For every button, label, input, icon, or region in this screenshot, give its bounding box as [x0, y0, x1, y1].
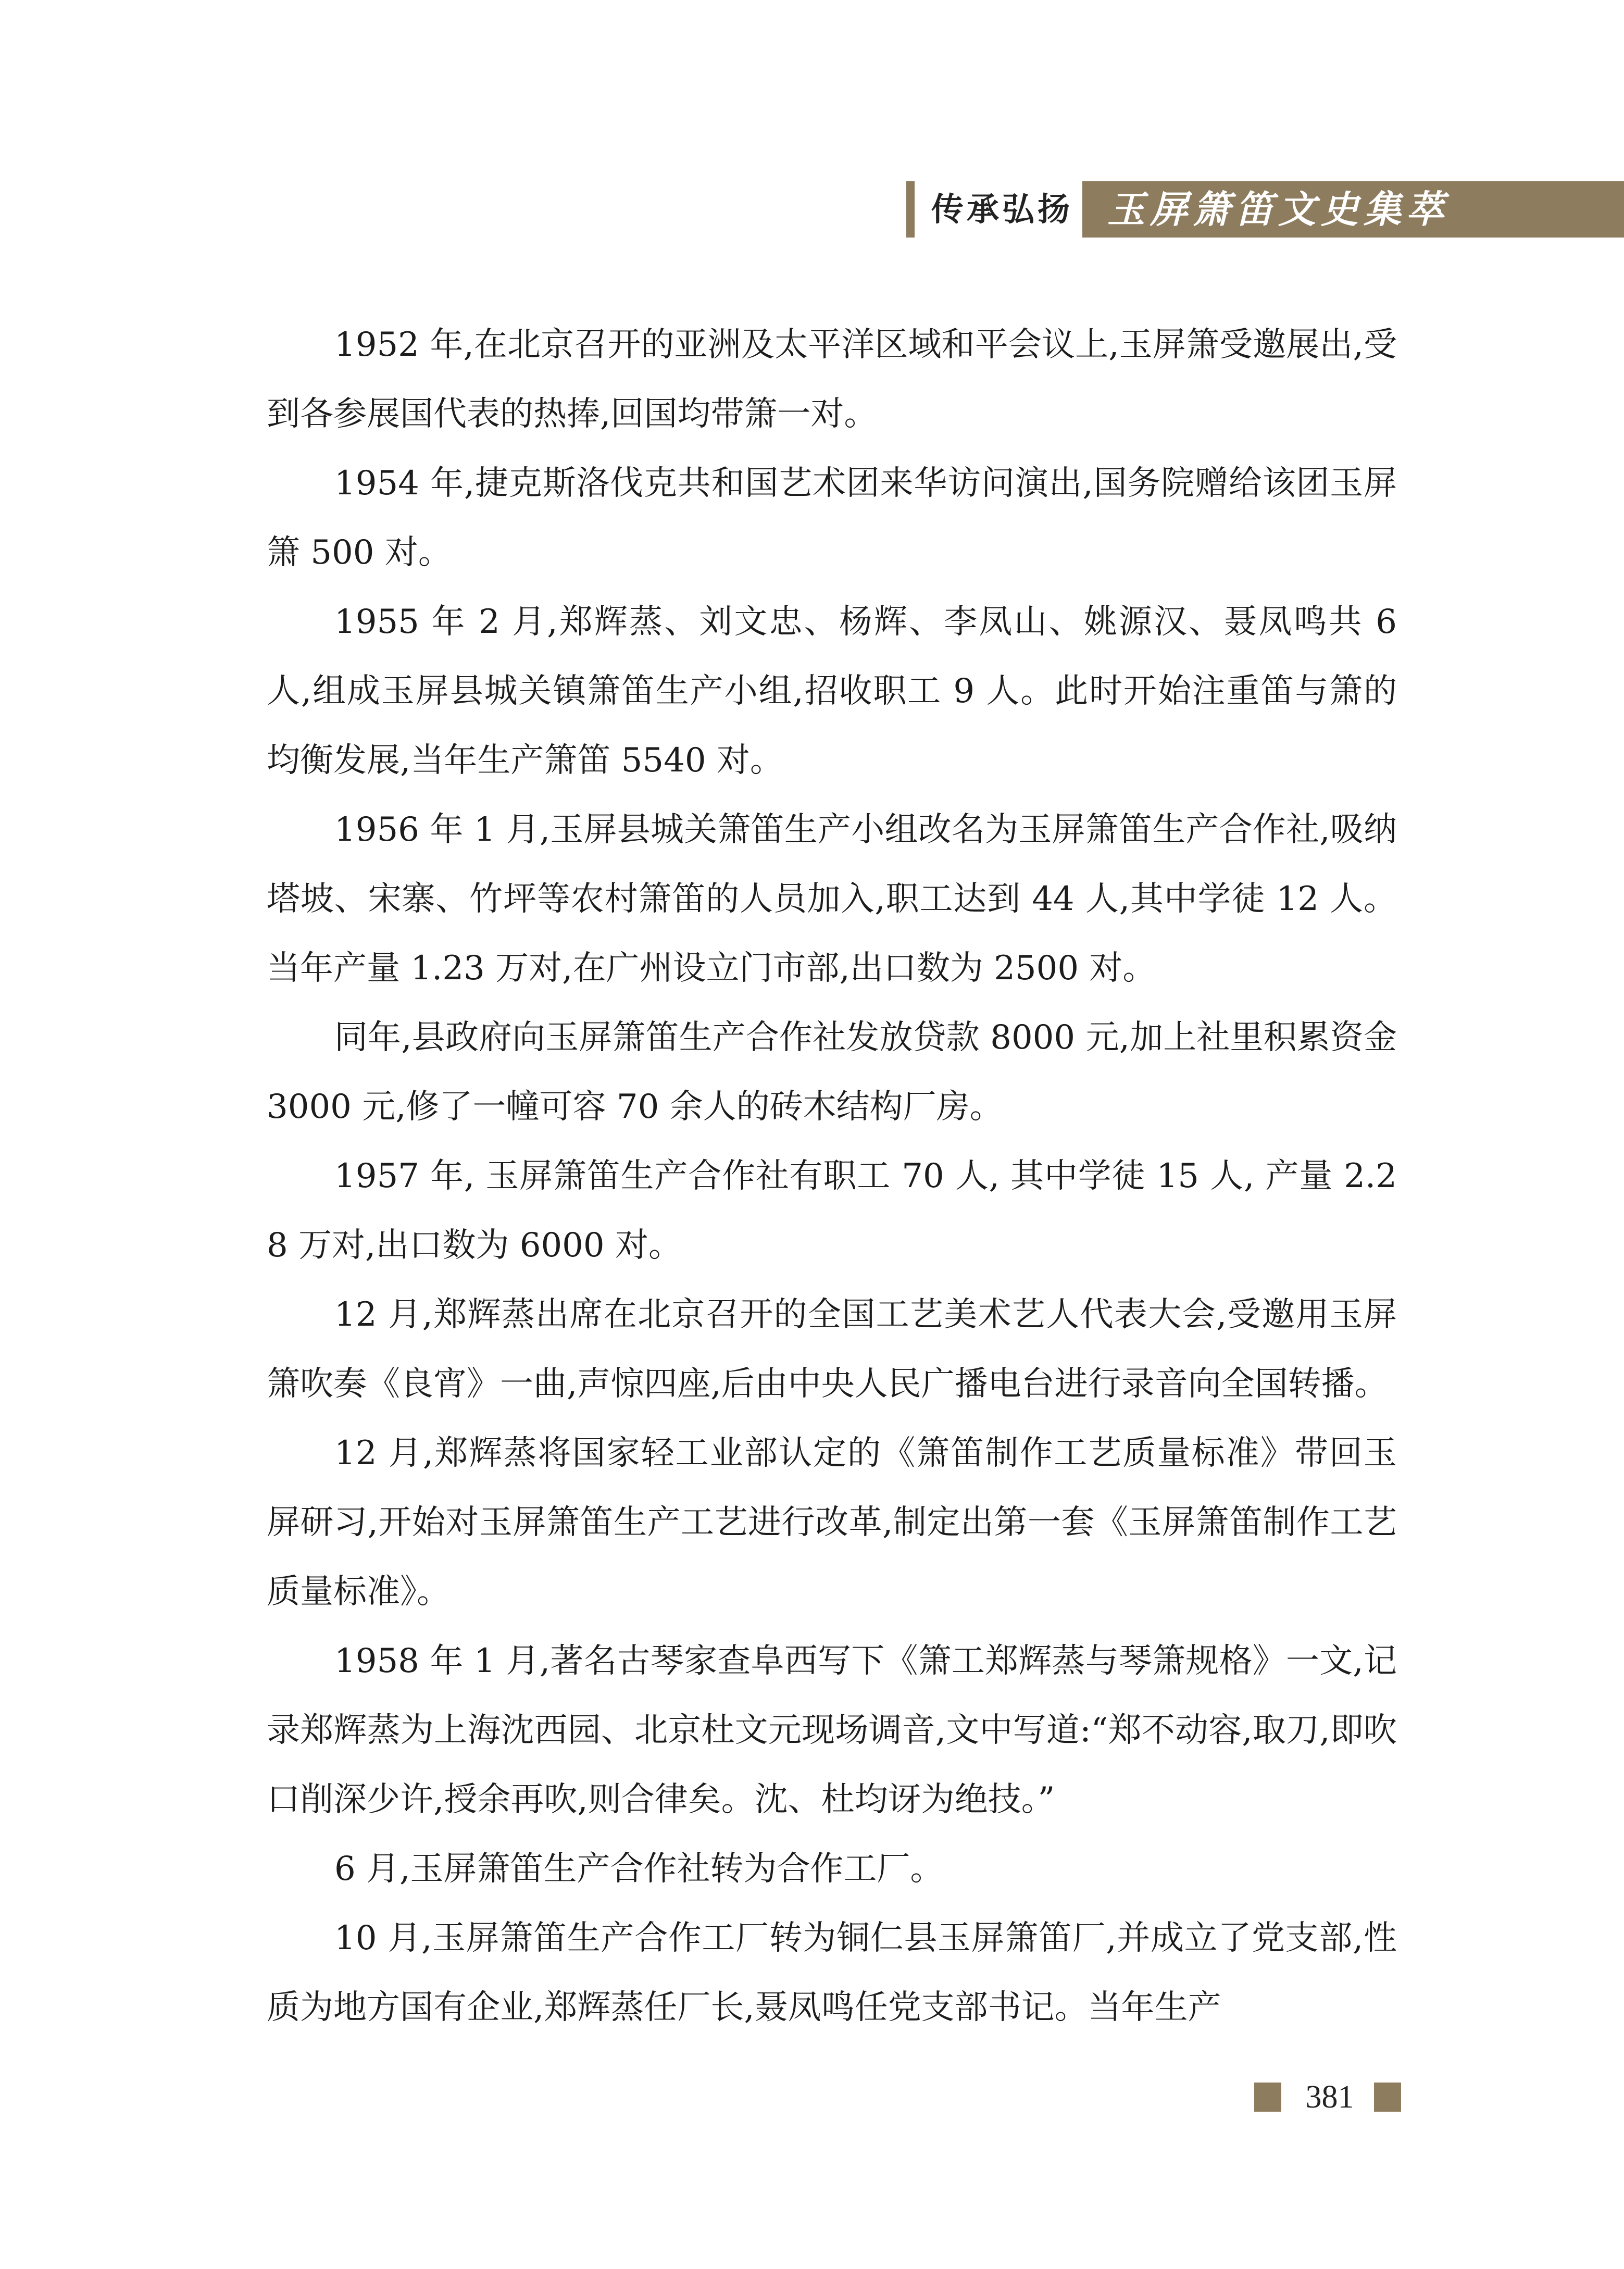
paragraph-1956: 1956 年 1 月,玉屏县城关箫笛生产小组改名为玉屏箫笛生产合作社,吸纳塔坡、宋寨、竹坪等农村箫笛的人员加入,职工达到 44 人,其中学徒 12 人。当年产量 1.23 万对,在广州设立门市部,出口数为 2500 对。: [267, 811, 1397, 988]
paragraph-1958-oct: 10 月,玉屏箫笛生产合作工厂转为铜仁县玉屏箫笛厂,并成立了党支部,性质为地方国有企业,郑辉蒸任厂长,聂凤鸣任党支部书记。当年生产: [267, 1919, 1397, 2027]
paragraph-1952: 1952 年,在北京召开的亚洲及太平洋区域和平会议上,玉屏箫受邀展出,受到各参展国代表的热捧,回国均带箫一对。: [267, 326, 1397, 433]
running-header: [906, 181, 1624, 238]
book-title: 玉屏箫笛文史集萃: [1107, 187, 1450, 231]
paragraph-1957-dec-standard: 12 月,郑辉蒸将国家轻工业部认定的《箫笛制作工艺质量标准》带回玉屏研习,开始对玉屏箫笛生产工艺进行改革,制定出第一套《玉屏箫笛制作工艺质量标准》。: [267, 1434, 1397, 1611]
folio-marker-left: [1254, 2083, 1281, 2112]
page-number: 381: [1305, 2079, 1354, 2115]
header-accent-bar: [906, 181, 915, 238]
section-title: 传承弘扬: [931, 190, 1073, 228]
book-title-band: [1082, 181, 1624, 238]
paragraph-1958-jun: 6 月,玉屏箫笛生产合作社转为合作工厂。: [334, 1850, 944, 1888]
paragraph-1954: 1954 年,捷克斯洛伐克共和国艺术团来华访问演出,国务院赠给该团玉屏箫 500 对。: [267, 464, 1397, 572]
folio-marker-right: [1374, 2083, 1401, 2112]
paragraph-1957: 1957 年, 玉屏箫笛生产合作社有职工 70 人, 其中学徒 15 人, 产量 2.28 万对,出口数为 6000 对。: [267, 1157, 1397, 1265]
paragraph-1956-loan: 同年,县政府向玉屏箫笛生产合作社发放贷款 8000 元,加上社里积累资金 3000 元,修了一幢可容 70 余人的砖木结构厂房。: [267, 1018, 1397, 1126]
paragraph-1958-jan: 1958 年 1 月,著名古琴家查阜西写下《箫工郑辉蒸与琴箫规格》一文,记录郑辉蒸为上海沈西园、北京杜文元现场调音,文中写道:“郑不动容,取刀,即吹口削深少许,授余再吹,则合律矣。沈、杜均讶为绝技。”: [267, 1642, 1397, 1819]
paragraph-1957-dec-congress: 12 月,郑辉蒸出席在北京召开的全国工艺美术艺人代表大会,受邀用玉屏箫吹奏《良宵》一曲,声惊四座,后由中央人民广播电台进行录音向全国转播。: [267, 1295, 1397, 1403]
paragraph-1955: 1955 年 2 月,郑辉蒸、刘文忠、杨辉、李凤山、姚源汉、聂凤鸣共 6 人,组成玉屏县城关镇箫笛生产小组,招收职工 9 人。此时开始注重笛与箫的均衡发展,当年生产箫笛 5540 对。: [267, 603, 1397, 780]
body-text: [267, 310, 1397, 2042]
